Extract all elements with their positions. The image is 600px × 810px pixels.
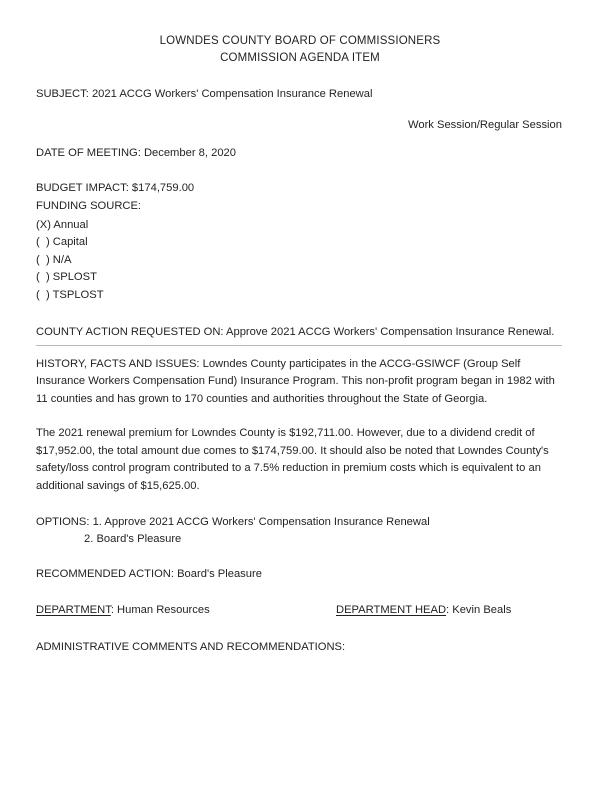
department-field: [36, 602, 336, 620]
funding-option-capital[interactable]: ( ) Capital: [36, 236, 88, 248]
department-head-value: Kevin Beals: [452, 604, 512, 617]
department-value: Human Resources: [117, 604, 210, 617]
funding-option-splost[interactable]: ( ) SPLOST: [36, 271, 97, 283]
options-line-2: 2. Board's Pleasure: [84, 533, 182, 546]
header-title-line1: LOWNDES COUNTY BOARD OF COMMISSIONERS: [159, 35, 441, 47]
date-of-meeting-line: DATE OF MEETING: December 8, 2020: [36, 147, 236, 159]
department-head-separator: :: [446, 604, 453, 617]
funding-source-label: FUNDING SOURCE:: [36, 200, 142, 212]
funding-option-annual[interactable]: (X) Annual: [36, 218, 89, 231]
options-line-1: OPTIONS: 1. Approve 2021 ACCG Workers' Compensation Insurance Renewal: [36, 515, 430, 528]
department-label: DEPARTMENT: [36, 604, 111, 617]
county-action-line: COUNTY ACTION REQUESTED ON: Approve 2021 ACCG Workers' Compensation Insurance Renewal.: [36, 326, 555, 338]
agenda-item-document: [0, 33, 600, 810]
department-head-field: [336, 602, 562, 620]
document-body: [0, 86, 600, 656]
department-footer: [36, 602, 562, 620]
history-facts-issues-paragraph: HISTORY, FACTS AND ISSUES: Lowndes County participates in the ACCG-GSIWCF (Group Self Insurance Workers Compensation Fund) Insurance Program. This non-profit program began in 1982 with 11 counties and has grown to 170 counties and authorities throughout the State of Georgia.: [36, 357, 555, 405]
department-head-label: DEPARTMENT HEAD: [336, 604, 447, 617]
subject-line: SUBJECT: 2021 ACCG Workers' Compensation Insurance Renewal: [36, 88, 373, 100]
section-divider: [36, 345, 562, 346]
premium-details-paragraph: The 2021 renewal premium for Lowndes County is $192,711.00. However, due to a dividend credit of $17,952.00, the total amount due comes to $174,759.00. It should also be noted that Lowndes County's safety/loss control program contributed to a 7.5% reduction in premium costs which is equivalent to an additional savings of $15,625.00.: [36, 427, 549, 493]
funding-source-options: [36, 217, 562, 305]
session-type-line: Work Session/Regular Session: [407, 118, 562, 131]
funding-option-na[interactable]: ( ) N/A: [36, 253, 72, 266]
administrative-comments-line: ADMINISTRATIVE COMMENTS AND RECOMMENDATIONS:: [36, 640, 346, 653]
department-separator: :: [110, 604, 118, 617]
options-block: [36, 514, 562, 549]
funding-option-tsplost[interactable]: ( ) TSPLOST: [36, 288, 104, 301]
county-action-block: [36, 324, 562, 346]
budget-impact-line: BUDGET IMPACT: $174,759.00: [36, 181, 195, 194]
recommended-action-line: RECOMMENDED ACTION: Board's Pleasure: [36, 567, 262, 580]
header-title-line2: COMMISSION AGENDA ITEM: [220, 52, 380, 64]
document-header: [0, 33, 600, 67]
